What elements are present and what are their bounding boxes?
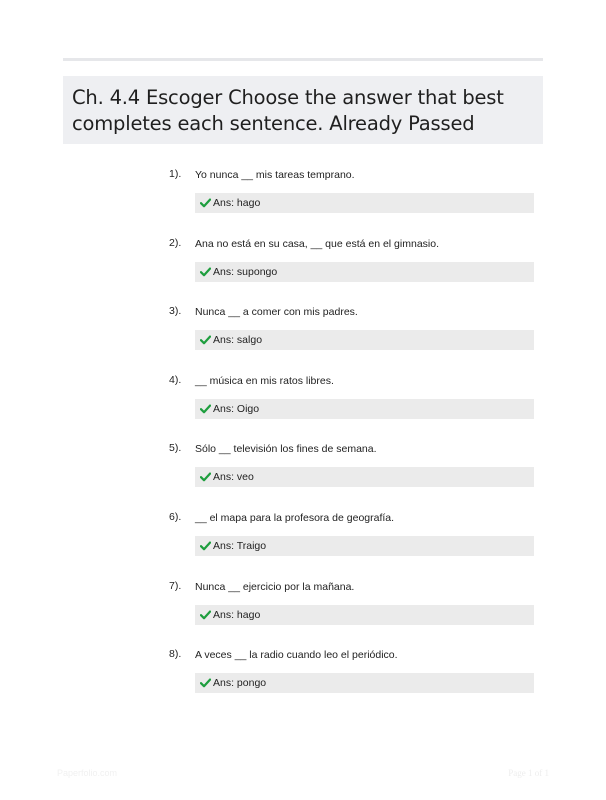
checkmark-icon bbox=[200, 610, 211, 620]
answer-box bbox=[195, 330, 534, 350]
checkmark-icon bbox=[200, 472, 211, 482]
answer-text: Ans: hago bbox=[213, 197, 261, 209]
page-indicator: Page 1 of 1 bbox=[508, 768, 549, 778]
footer-watermark: Paperfolio.com bbox=[57, 768, 118, 778]
question-number: 1). bbox=[169, 168, 182, 180]
question-item bbox=[0, 580, 606, 640]
checkmark-icon bbox=[200, 267, 211, 277]
question-text: Yo nunca __ mis tareas temprano. bbox=[195, 169, 355, 181]
answer-text: Ans: Oigo bbox=[213, 403, 260, 415]
question-text: Ana no está en su casa, __ que está en el gimnasio. bbox=[195, 238, 439, 250]
question-number: 4). bbox=[169, 374, 182, 386]
answer-text: Ans: Traigo bbox=[213, 540, 267, 552]
question-number: 3). bbox=[169, 305, 182, 317]
answer-box bbox=[195, 467, 534, 487]
question-item bbox=[0, 648, 606, 708]
answer-text: Ans: supongo bbox=[213, 266, 278, 278]
answer-box bbox=[195, 536, 534, 556]
checkmark-icon bbox=[200, 678, 211, 688]
answer-box bbox=[195, 605, 534, 625]
question-number: 2). bbox=[169, 237, 182, 249]
answer-text: Ans: salgo bbox=[213, 334, 263, 346]
question-item bbox=[0, 168, 606, 228]
answer-text: Ans: hago bbox=[213, 609, 261, 621]
top-divider bbox=[63, 58, 543, 61]
question-number: 8). bbox=[169, 648, 182, 660]
question-item bbox=[0, 305, 606, 365]
checkmark-icon bbox=[200, 404, 211, 414]
question-number: 7). bbox=[169, 580, 182, 592]
question-text: __ el mapa para la profesora de geografía. bbox=[195, 512, 395, 524]
page-title: Ch. 4.4 Escoger Choose the answer that best completes each sentence. Already Passed bbox=[72, 86, 504, 135]
checkmark-icon bbox=[200, 541, 211, 551]
question-text: Sólo __ televisión los fines de semana. bbox=[195, 443, 377, 455]
question-text: Nunca __ a comer con mis padres. bbox=[195, 306, 358, 318]
question-text: __ música en mis ratos libres. bbox=[195, 375, 334, 387]
answer-box bbox=[195, 399, 534, 419]
question-text: Nunca __ ejercicio por la mañana. bbox=[195, 581, 355, 593]
checkmark-icon bbox=[200, 335, 211, 345]
question-item bbox=[0, 374, 606, 434]
question-number: 6). bbox=[169, 511, 182, 523]
question-item bbox=[0, 442, 606, 502]
question-number: 5). bbox=[169, 442, 182, 454]
question-item bbox=[0, 237, 606, 297]
answer-text: Ans: pongo bbox=[213, 677, 267, 689]
answer-box bbox=[195, 673, 534, 693]
title-banner bbox=[63, 76, 543, 144]
question-text: A veces __ la radio cuando leo el periódico. bbox=[195, 649, 398, 661]
answer-box bbox=[195, 193, 534, 213]
answer-box bbox=[195, 262, 534, 282]
checkmark-icon bbox=[200, 198, 211, 208]
answer-text: Ans: veo bbox=[213, 471, 254, 483]
question-item bbox=[0, 511, 606, 571]
